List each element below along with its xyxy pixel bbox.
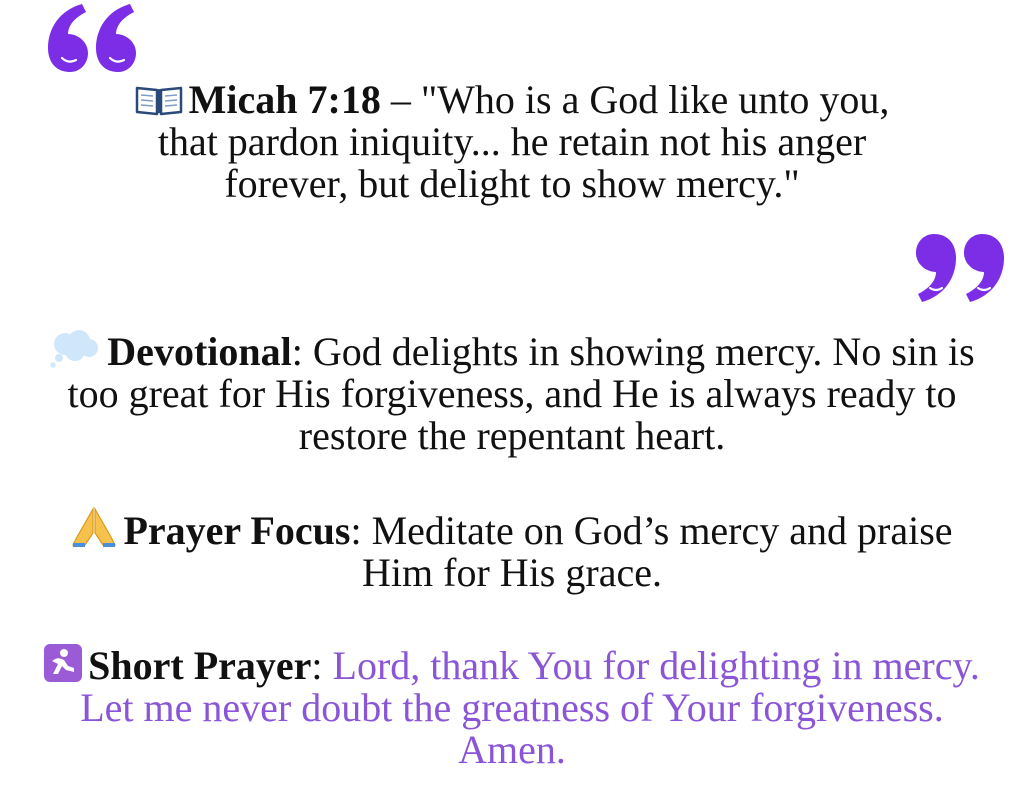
devotional-label: Devotional	[107, 329, 292, 374]
open-book-icon	[135, 84, 183, 116]
scripture-block	[8, 79, 1016, 205]
thought-bubble-icon	[49, 330, 101, 368]
devotional-text-line-1: God delights in showing mercy. No sin is	[312, 329, 975, 374]
folded-hands-icon	[71, 507, 117, 547]
short-prayer-label: Short Prayer	[88, 643, 312, 688]
prayer-focus-text-line-1: Meditate on God’s mercy and praise	[371, 508, 953, 553]
prayer-focus-label: Prayer Focus	[123, 508, 351, 553]
short-prayer-text-line-3: Amen.	[458, 727, 566, 772]
scripture-separator: –	[380, 77, 421, 122]
scripture-text-line-2: that pardon iniquity... he retain not his anger	[157, 119, 867, 164]
devotional-colon: :	[291, 329, 313, 374]
devotional-line-1	[8, 330, 1016, 373]
open-quote-icon	[46, 2, 146, 76]
prayer-focus-colon: :	[350, 508, 372, 553]
short-prayer-colon: :	[311, 643, 333, 688]
prayer-focus-text-line-2: Him for His grace.	[362, 550, 662, 595]
scripture-text-line-3: forever, but delight to show mercy."	[224, 161, 800, 206]
short-prayer-block	[8, 644, 1016, 771]
short-prayer-text-line-2: Let me never doubt the greatness of Your forgiveness.	[80, 685, 944, 730]
scripture-reference: Micah 7:18	[188, 77, 381, 122]
scripture-line-1	[8, 79, 1016, 121]
close-quote-icon	[906, 226, 1006, 306]
prayer-focus-line-1	[8, 507, 1016, 552]
place-of-worship-icon	[44, 644, 82, 682]
devotional-text-line-3: restore the repentant heart.	[298, 413, 726, 458]
devotional-block	[8, 330, 1016, 457]
prayer-focus-block	[8, 507, 1016, 594]
devotional-text-line-2: too great for His forgiveness, and He is always ready to	[67, 371, 957, 416]
scripture-text-line-1: "Who is a God like unto you,	[420, 77, 890, 122]
short-prayer-text-line-1: Lord, thank You for delighting in mercy.	[332, 643, 980, 688]
short-prayer-line-1	[8, 644, 1016, 687]
